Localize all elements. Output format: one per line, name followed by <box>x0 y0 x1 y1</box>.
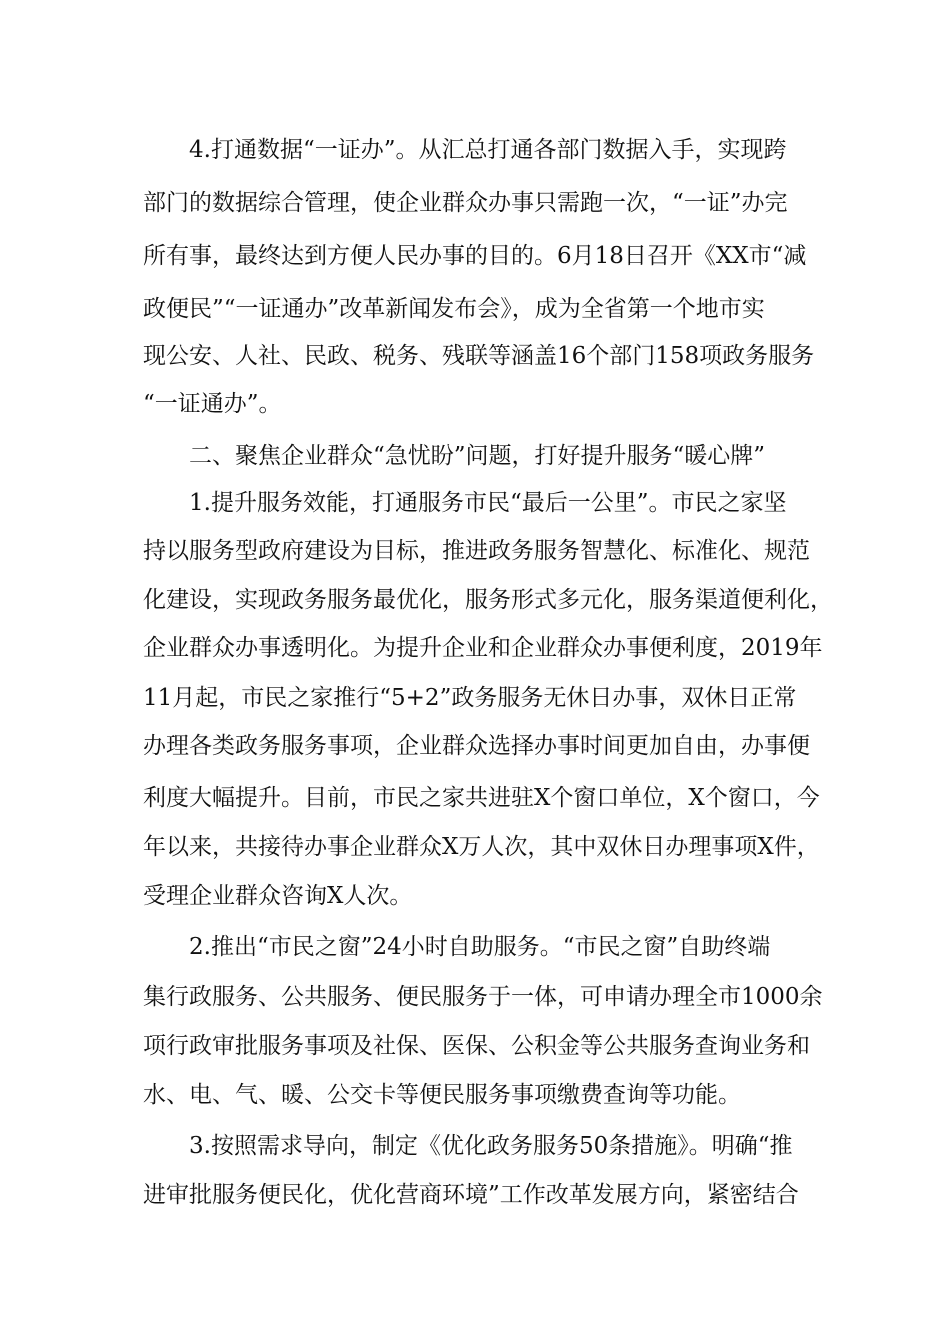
paragraph-line: 年以来，共接待办事企业群众X万人次，其中双休日办理事项X件， <box>143 834 820 860</box>
paragraph-line: 项行政审批服务事项及社保、医保、公积金等公共服务查询业务和 <box>143 1033 810 1059</box>
paragraph-line: 部门的数据综合管理，使企业群众办事只需跑一次，“一证”办完 <box>143 190 788 216</box>
paragraph-line: 持以服务型政府建设为目标，推进政务服务智慧化、标准化、规范 <box>143 538 810 564</box>
paragraph-line: 政便民”“一证通办”改革新闻发布会》，成为全省第一个地市实 <box>143 296 765 322</box>
paragraph-line: 集行政服务、公共服务、便民服务于一体，可申请办理全市1000余 <box>143 984 823 1010</box>
paragraph-line: 利度大幅提升。目前，市民之家共进驻X个窗口单位，X个窗口，今 <box>143 785 820 811</box>
paragraph-line: 所有事，最终达到方便人民办事的目的。6月18日召开《XX市“减 <box>143 243 807 269</box>
paragraph-line: 化建设，实现政务服务最优化，服务形式多元化，服务渠道便利化， <box>143 587 833 613</box>
paragraph-line: 受理企业群众咨询X人次。 <box>143 883 413 909</box>
paragraph-line: 11月起，市民之家推行“5+2”政务服务无休日办事，双休日正常 <box>143 685 797 711</box>
paragraph-line: 水、电、气、暖、公交卡等便民服务事项缴费查询等功能。 <box>143 1082 741 1108</box>
paragraph-line: 4.打通数据“一证办”。从汇总打通各部门数据入手，实现跨 <box>143 137 787 163</box>
paragraph-line: 进审批服务便民化，优化营商环境”工作改革发展方向，紧密结合 <box>143 1182 799 1208</box>
paragraph-line: 企业群众办事透明化。为提升企业和企业群众办事便利度，2019年 <box>143 635 823 661</box>
paragraph-line: “一证通办”。 <box>143 391 282 417</box>
paragraph-line: 2.推出“市民之窗”24小时自助服务。“市民之窗”自助终端 <box>143 934 771 960</box>
paragraph-line: 3.按照需求导向，制定《优化政务服务50条措施》。明确“推 <box>143 1133 793 1159</box>
paragraph-line: 1.提升服务效能，打通服务市民“最后一公里”。市民之家坚 <box>143 490 787 516</box>
paragraph-line: 办理各类政务服务事项，企业群众选择办事时间更加自由，办事便 <box>143 733 810 759</box>
paragraph-line: 现公安、人社、民政、税务、残联等涵盖16个部门158项政务服务 <box>143 343 815 369</box>
section-heading: 二、聚焦企业群众“急忧盼”问题，打好提升服务“暖心牌” <box>143 443 766 469</box>
